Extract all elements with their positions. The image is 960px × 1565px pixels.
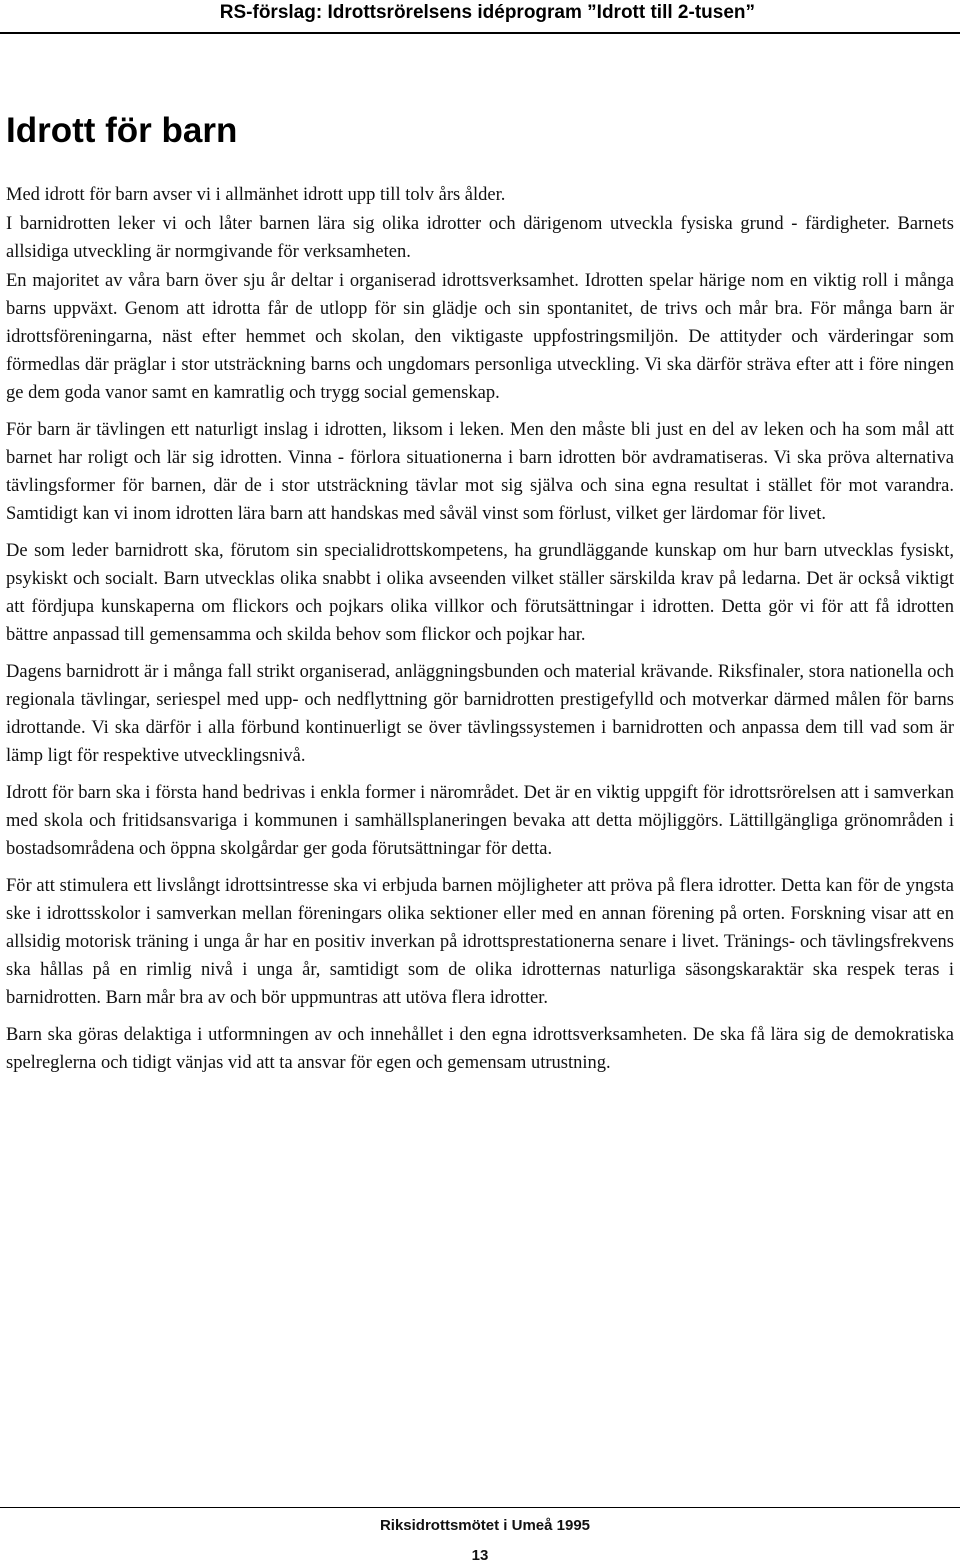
paragraph-1: Med idrott för barn avser vi i allmänhet idrott upp till tolv års ålder.	[6, 185, 506, 205]
footer-divider	[0, 1507, 960, 1508]
paragraph-5: De som leder barnidrott ska, förutom sin specialidrottskompetens, ha grundläggande kunskap om hur barn utvecklas fysiskt, psykiskt och socialt. Barn utvecklas olika snabbt i olika avseenden vilket ställer särskilda krav på ledarna. Det är också viktigt att fördjupa kunskaperna om flickors och pojkars olika villkor och förutsättningar i idrotten. Detta gör vi för att få idrotten bättre anpassad till gemensamma och skilda behov som flickor och pojkar har.	[6, 541, 954, 645]
paragraph-7: Idrott för barn ska i första hand bedrivas i enkla former i närområdet. Det är en viktig uppgift för idrottsrörelsen att i samverkan med skola och fritidsansvariga i kommunen i samhällsplaneringen bevaka att detta möjliggörs. Lättillgängliga grönområden i bostadsområdena och öppna skolgårdar ger goda förutsättningar för detta.	[6, 783, 954, 859]
section-heading: Idrott för barn	[6, 111, 238, 150]
running-header: RS-förslag: Idrottsrörelsens idéprogram ”Idrott till 2-tusen”	[219, 2, 755, 23]
section-body	[6, 181, 954, 1086]
footer-text: Riksidrottsmötet i Umeå 1995	[379, 1517, 591, 1534]
paragraph-2: I barnidrotten leker vi och låter barnen lära sig olika idrotter och därigenom utveckla fysiska grund - färdigheter. Barnets allsidiga utveckling är normgivande för verksamheten.	[6, 214, 954, 262]
paragraph-4: För barn är tävlingen ett naturligt inslag i idrotten, liksom i leken. Men den måste bli just en del av leken och ha som mål att barnet har roligt och lär sig idrotten. Vinna - förlora situationerna i barn idrotten bör avdramatiseras. Vi ska pröva alternativa tävlingsformer för barnen, där de i stor utsträckning tävlar mot sig själva och sina egna resultat i stället för mot varandra. Samtidigt kan vi inom idrotten lära barn att handskas med såväl vinst som förlust, vilket ger lärdomar för livet.	[6, 420, 954, 524]
page-number: 13	[471, 1547, 489, 1564]
paragraph-8: För att stimulera ett livslångt idrottsintresse ska vi erbjuda barnen möjligheter att pröva på flera idrotter. Detta kan för de yngsta ske i idrottsskolor i samverkan mellan föreningars olika sektioner eller med en annan förening på orten. Forskning visar att en allsidig motorisk träning i unga år har en positiv inverkan på idrottsprestationerna senare i livet. Tränings- och tävlingsfrekvens ska hållas på en rimlig nivå i unga år, samtidigt som de olika idrotternas naturliga säsongskaraktär ska respek teras i barnidrotten. Barn mår bra av och bör uppmuntras att utöva flera idrotter.	[6, 876, 954, 1008]
header-divider	[0, 32, 960, 34]
paragraph-3: En majoritet av våra barn över sju år deltar i organiserad idrottsverksamhet. Idrotten spelar härige nom en viktig roll i många barns uppväxt. Genom att idrotta får de utlopp för sin glädje och sin spontanitet, de trivs och mår bra. För många barn är idrottsföreningarna, näst efter hemmet och skolan, den viktigaste uppfostringsmiljön. De attityder och värderingar som förmedlas där präglar i stor utsträckning barns och ungdomars personliga utveckling. Vi ska därför sträva efter att i före ningen ge dem goda vanor samt en kamratlig och trygg social gemenskap.	[6, 271, 954, 403]
paragraph-9: Barn ska göras delaktiga i utformningen av och innehållet i den egna idrottsverksamheten. De ska få lära sig de demokratiska spelreglerna och tidigt vänjas vid att ta ansvar för egen och gemensam utrustning.	[6, 1025, 954, 1073]
paragraph-6: Dagens barnidrott är i många fall strikt organiserad, anläggningsbunden och material krävande. Riksfinaler, stora nationella och regionala tävlingar, seriespel med upp- och nedflyttning gör barnidrotten prestigefylld och motverkar därmed målen för barns idrottande. Vi ska därför i alla förbund kontinuerligt se över tävlingssystemen i barnidrotten och anpassa dem till vad som är lämp ligt för respektive utvecklingsnivå.	[6, 662, 954, 766]
